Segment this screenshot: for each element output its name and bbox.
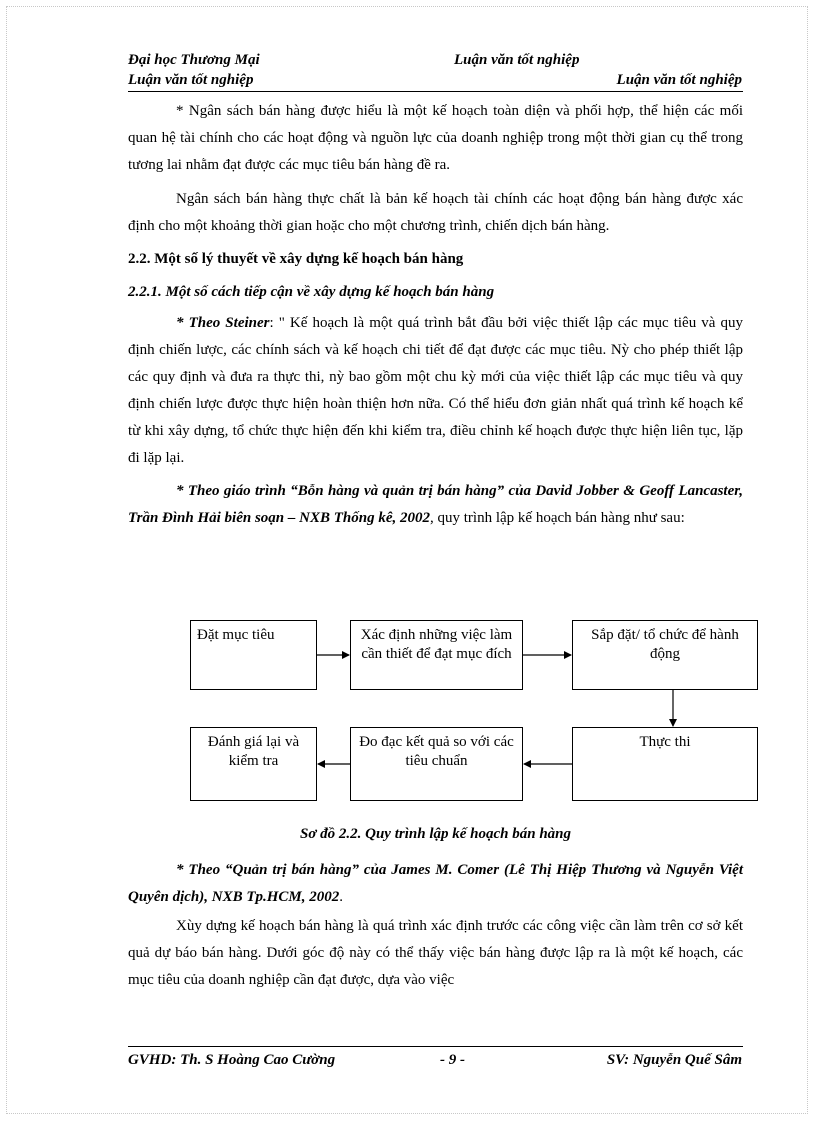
step-determine-actions: Xác định những việc làm cần thiết để đạt mục đích [350,620,523,690]
diagram-caption: Sơ đồ 2.2. Quy trình lập kế hoạch bán hàng [299,826,572,842]
steiner-text: : " Kế hoạch là một quá trình bắt đầu bởi việc thiết lập các mục tiêu và quy định chiến lược, các chính sách và kế hoạch chi tiết để đạt được các mục tiêu. Nỳ cho phép thiết lập các quy định và đưa ra thực thi, nỳ bao gồm một chu kỳ mới của việc thiết lập các mục tiêu và quy định chiến lược được thực hiện hoàn thiện hơn nữa. Có thể hiểu đơn giản nhất quá trình kế hoạch kể từ khi xây dựng, tổ chức thực hiện đến khi kiểm tra, điều chỉnh kế hoạch được thực hiện liên tục, lặp đi lặp lại. [128,315,743,466]
paragraph-sales-budget-definition: * Ngân sách bán hàng được hiểu là một kế hoạch toàn diện và phối hợp, thể hiện các mối quan hệ tài chính cho các hoạt động và nguồn lực của doanh nghiệp trong một thời gian cụ thể trong tương lai nhằm đạt được các mục tiêu bán hàng đề ra. [128,103,743,173]
jobber-lead: * Theo giáo trình “Bỗn hàng và quản trị bán hàng” của David Jobber & Geoff Lancaster, Trần Đình Hải biên soạn – NXB Thống kê, 2002 [128,483,743,526]
step-measure-results: Đo đạc kết quả so với các tiêu chuẩn [350,727,523,801]
comer-text: . [339,889,344,905]
header-thesis-left: Luận văn tốt nghiệp [128,72,254,88]
step-set-objectives: Đặt mục tiêu [190,620,317,690]
comer-lead: * Theo “Quản trị bán hàng” của James M. Comer (Lê Thị Hiệp Thương và Nguyễn Việt Quyên dịch), NXB Tp.HCM, 2002 [128,862,743,905]
paragraph-sales-budget-essence: Ngân sách bán hàng thực chất là bản kế hoạch tài chính các hoạt động bán hàng được xác định cho một khoảng thời gian hoặc cho một chương trình, chiến dịch bán hàng. [128,191,743,234]
section-heading-2-2: 2.2. Một số lý thuyết về xây dựng kế hoạch bán hàng [128,251,464,267]
jobber-text: , quy trình lập kế hoạch bán hàng như sau: [430,510,685,526]
paragraph-comer [128,857,743,911]
step-execute: Thực thi [572,727,758,801]
header-thesis-right: Luận văn tốt nghiệp [616,72,742,88]
footer-advisor: GVHD: Th. S Hoàng Cao Cường [128,1052,336,1068]
header-thesis-center: Luận văn tốt nghiệp [454,52,580,68]
footer-student: SV: Nguyễn Quế Sâm [606,1052,742,1068]
body-lower [128,857,743,994]
steiner-lead: * Theo Steiner [176,315,270,331]
step-organize-action: Sắp đặt/ tổ chức để hành động [572,620,758,690]
footer-rule [128,1046,743,1047]
step-evaluate-review: Đánh giá lại và kiểm tra [190,727,317,801]
paragraph-sales-planning: Xùy dựng kế hoạch bán hàng là quá trình xác định trước các công việc cần làm trên cơ sở kết quả dự báo bán hàng. Dưới góc độ này có thể thấy việc bán hàng được lập ra là một kế hoạch, các mục tiêu của doanh nghiệp cần đạt được, dựa vào việc [128,918,743,988]
section-heading-2-2-1: 2.2.1. Một số cách tiếp cận về xây dựng kế hoạch bán hàng [128,284,495,300]
header-university: Đại học Thương Mại [128,52,260,68]
page-number: - 9 - [440,1052,465,1068]
